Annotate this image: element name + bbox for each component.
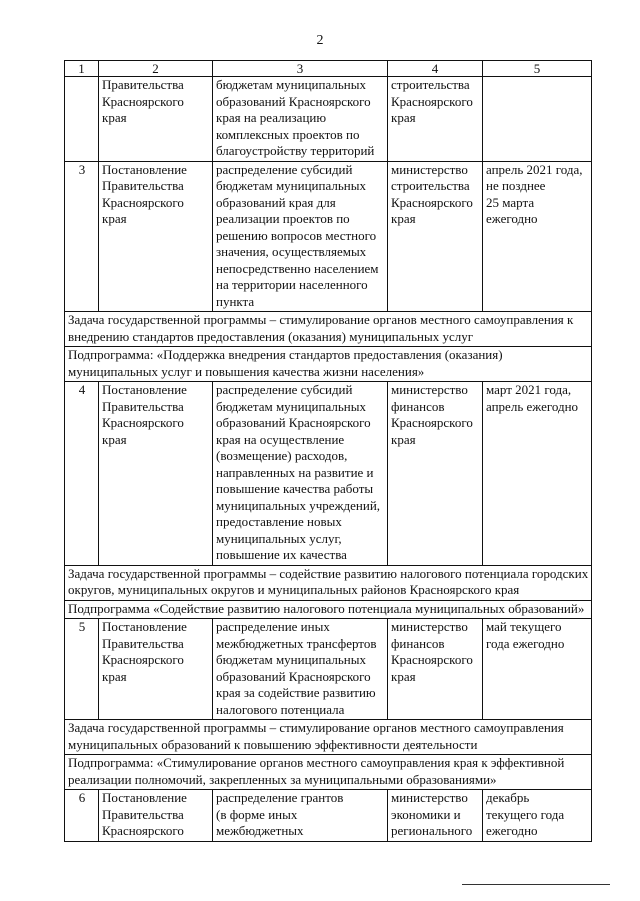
table-row: [65, 77, 592, 162]
row-number: 3: [65, 161, 99, 312]
responsible-body: министерство финансов Красноярского края: [388, 619, 483, 720]
deadline: апрель 2021 года, не позднее 25 марта ежегодно: [483, 161, 592, 312]
responsible-body: министерство строительства Красноярского края: [388, 161, 483, 312]
column-number-4: 4: [388, 61, 483, 77]
measure-description: распределение иных межбюджетных трансфертов бюджетам муниципальных образований Красноярского края за содействие развитию налогового потенциала: [213, 619, 388, 720]
responsible-body: министерство экономики и регионального: [388, 790, 483, 842]
responsible-body: министерство финансов Красноярского края: [388, 382, 483, 566]
table-row: [65, 161, 592, 312]
program-task: Задача государственной программы – стимулирование органов местного самоуправления муниципальных образований к повышению эффективности деятельности: [65, 720, 592, 755]
column-number-5: 5: [483, 61, 592, 77]
measure-description: распределение субсидий бюджетам муниципальных образований края для реализации проектов по решению вопросов местного значения, осуществляемых непосредственно населением на территории населенного пункта: [213, 161, 388, 312]
program-task: Задача государственной программы – стимулирование органов местного самоуправления к внедрению стандартов предоставления (оказания) муниципальных услуг: [65, 312, 592, 347]
deadline: март 2021 года, апрель ежегодно: [483, 382, 592, 566]
subprogram-title: Подпрограмма: «Поддержка внедрения стандартов предоставления (оказания) муниципальных услуг и повышения качества жизни населения»: [65, 347, 592, 382]
header-row: [65, 61, 592, 77]
subprogram-row: [65, 755, 592, 790]
column-number-1: 1: [65, 61, 99, 77]
page-number: 2: [316, 33, 324, 48]
deadline: [483, 77, 592, 162]
subprogram-title: Подпрограмма: «Стимулирование органов местного самоуправления края к эффективной реализации полномочий, закрепленных за муниципальными образованиями»: [65, 755, 592, 790]
table-row: [65, 382, 592, 566]
footer-rule: [462, 884, 610, 885]
program-task: Задача государственной программы – содействие развитию налогового потенциала городских округов, муниципальных округов и муниципальных районов Красноярского края: [65, 565, 592, 600]
legal-act: Постановление Правительства Красноярского края: [99, 619, 213, 720]
row-number: 5: [65, 619, 99, 720]
legal-act: Постановление Правительства Красноярского: [99, 790, 213, 842]
subprogram-row: [65, 600, 592, 619]
task-row: [65, 312, 592, 347]
responsible-body: строительства Красноярского края: [388, 77, 483, 162]
measure-description: бюджетам муниципальных образований Красноярского края на реализацию комплексных проектов по благоустройству территорий: [213, 77, 388, 162]
row-number: 4: [65, 382, 99, 566]
table-row: [65, 619, 592, 720]
measure-description: распределение грантов (в форме иных межбюджетных: [213, 790, 388, 842]
subprogram-row: [65, 347, 592, 382]
legal-act: Правительства Красноярского края: [99, 77, 213, 162]
column-number-2: 2: [99, 61, 213, 77]
column-number-3: 3: [213, 61, 388, 77]
deadline: декабрь текущего года ежегодно: [483, 790, 592, 842]
deadline: май текущего года ежегодно: [483, 619, 592, 720]
task-row: [65, 720, 592, 755]
table-row: [65, 790, 592, 842]
row-number: [65, 77, 99, 162]
task-row: [65, 565, 592, 600]
legal-act: Постановление Правительства Красноярского края: [99, 161, 213, 312]
measure-description: распределение субсидий бюджетам муниципальных образований Красноярского края на осуществление (возмещение) расходов, направленных на развитие и повышение качества работы муниципальных учреждений, предоставление новых муниципальных услуг, повышение их качества: [213, 382, 388, 566]
row-number: 6: [65, 790, 99, 842]
legal-act: Постановление Правительства Красноярского края: [99, 382, 213, 566]
subprogram-title: Подпрограмма «Содействие развитию налогового потенциала муниципальных образований»: [65, 600, 592, 619]
measures-table: [64, 60, 592, 842]
